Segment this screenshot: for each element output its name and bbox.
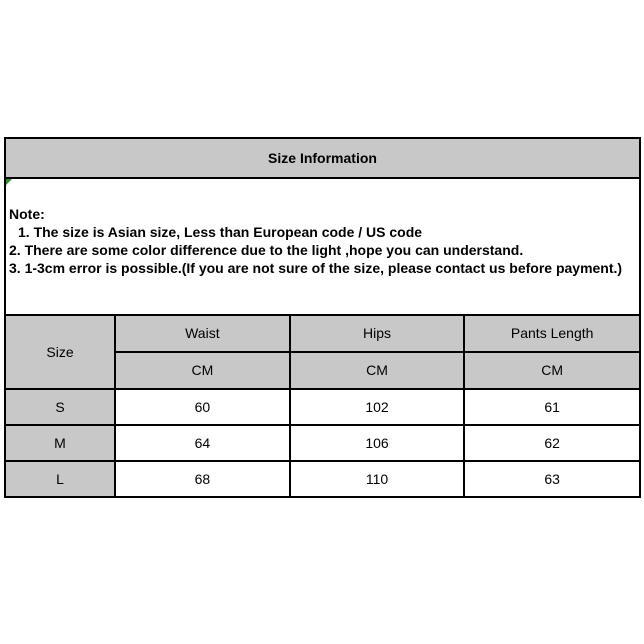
hips-value: 106 [290, 425, 465, 461]
table-header-row [6, 316, 639, 352]
waist-value: 60 [115, 389, 290, 425]
pants-length-value: 63 [464, 461, 639, 496]
title-text: Size Information [268, 150, 377, 166]
pants-length-value: 61 [464, 389, 639, 425]
size-header: Size [6, 316, 115, 389]
pants-length-value: 62 [464, 425, 639, 461]
note-heading: Note: [9, 206, 45, 222]
cell-comment-marker-icon [6, 179, 12, 185]
hips-header: Hips [290, 316, 465, 352]
table-row [6, 461, 639, 496]
table-row [6, 389, 639, 425]
hips-value: 110 [290, 461, 465, 496]
size-chart [4, 137, 641, 498]
note-line-2: 2. There are some color difference due to the light ,hope you can understand. [9, 242, 524, 258]
size-label: S [6, 389, 115, 425]
waist-value: 68 [115, 461, 290, 496]
hips-value: 102 [290, 389, 465, 425]
size-label: M [6, 425, 115, 461]
table-row [6, 425, 639, 461]
size-label: L [6, 461, 115, 496]
waist-header: Waist [115, 316, 290, 352]
hips-unit: CM [290, 352, 465, 389]
waist-unit: CM [115, 352, 290, 389]
pants-length-unit: CM [464, 352, 639, 389]
note-box [6, 179, 639, 316]
waist-value: 64 [115, 425, 290, 461]
pants-length-header: Pants Length [464, 316, 639, 352]
note-line-3: 3. 1-3cm error is possible.(If you are not sure of the size, please contact us before payment.) [9, 260, 623, 276]
size-information-title [6, 139, 639, 179]
note-line-1: 1. The size is Asian size, Less than European code / US code [18, 224, 423, 240]
size-table [6, 316, 639, 496]
